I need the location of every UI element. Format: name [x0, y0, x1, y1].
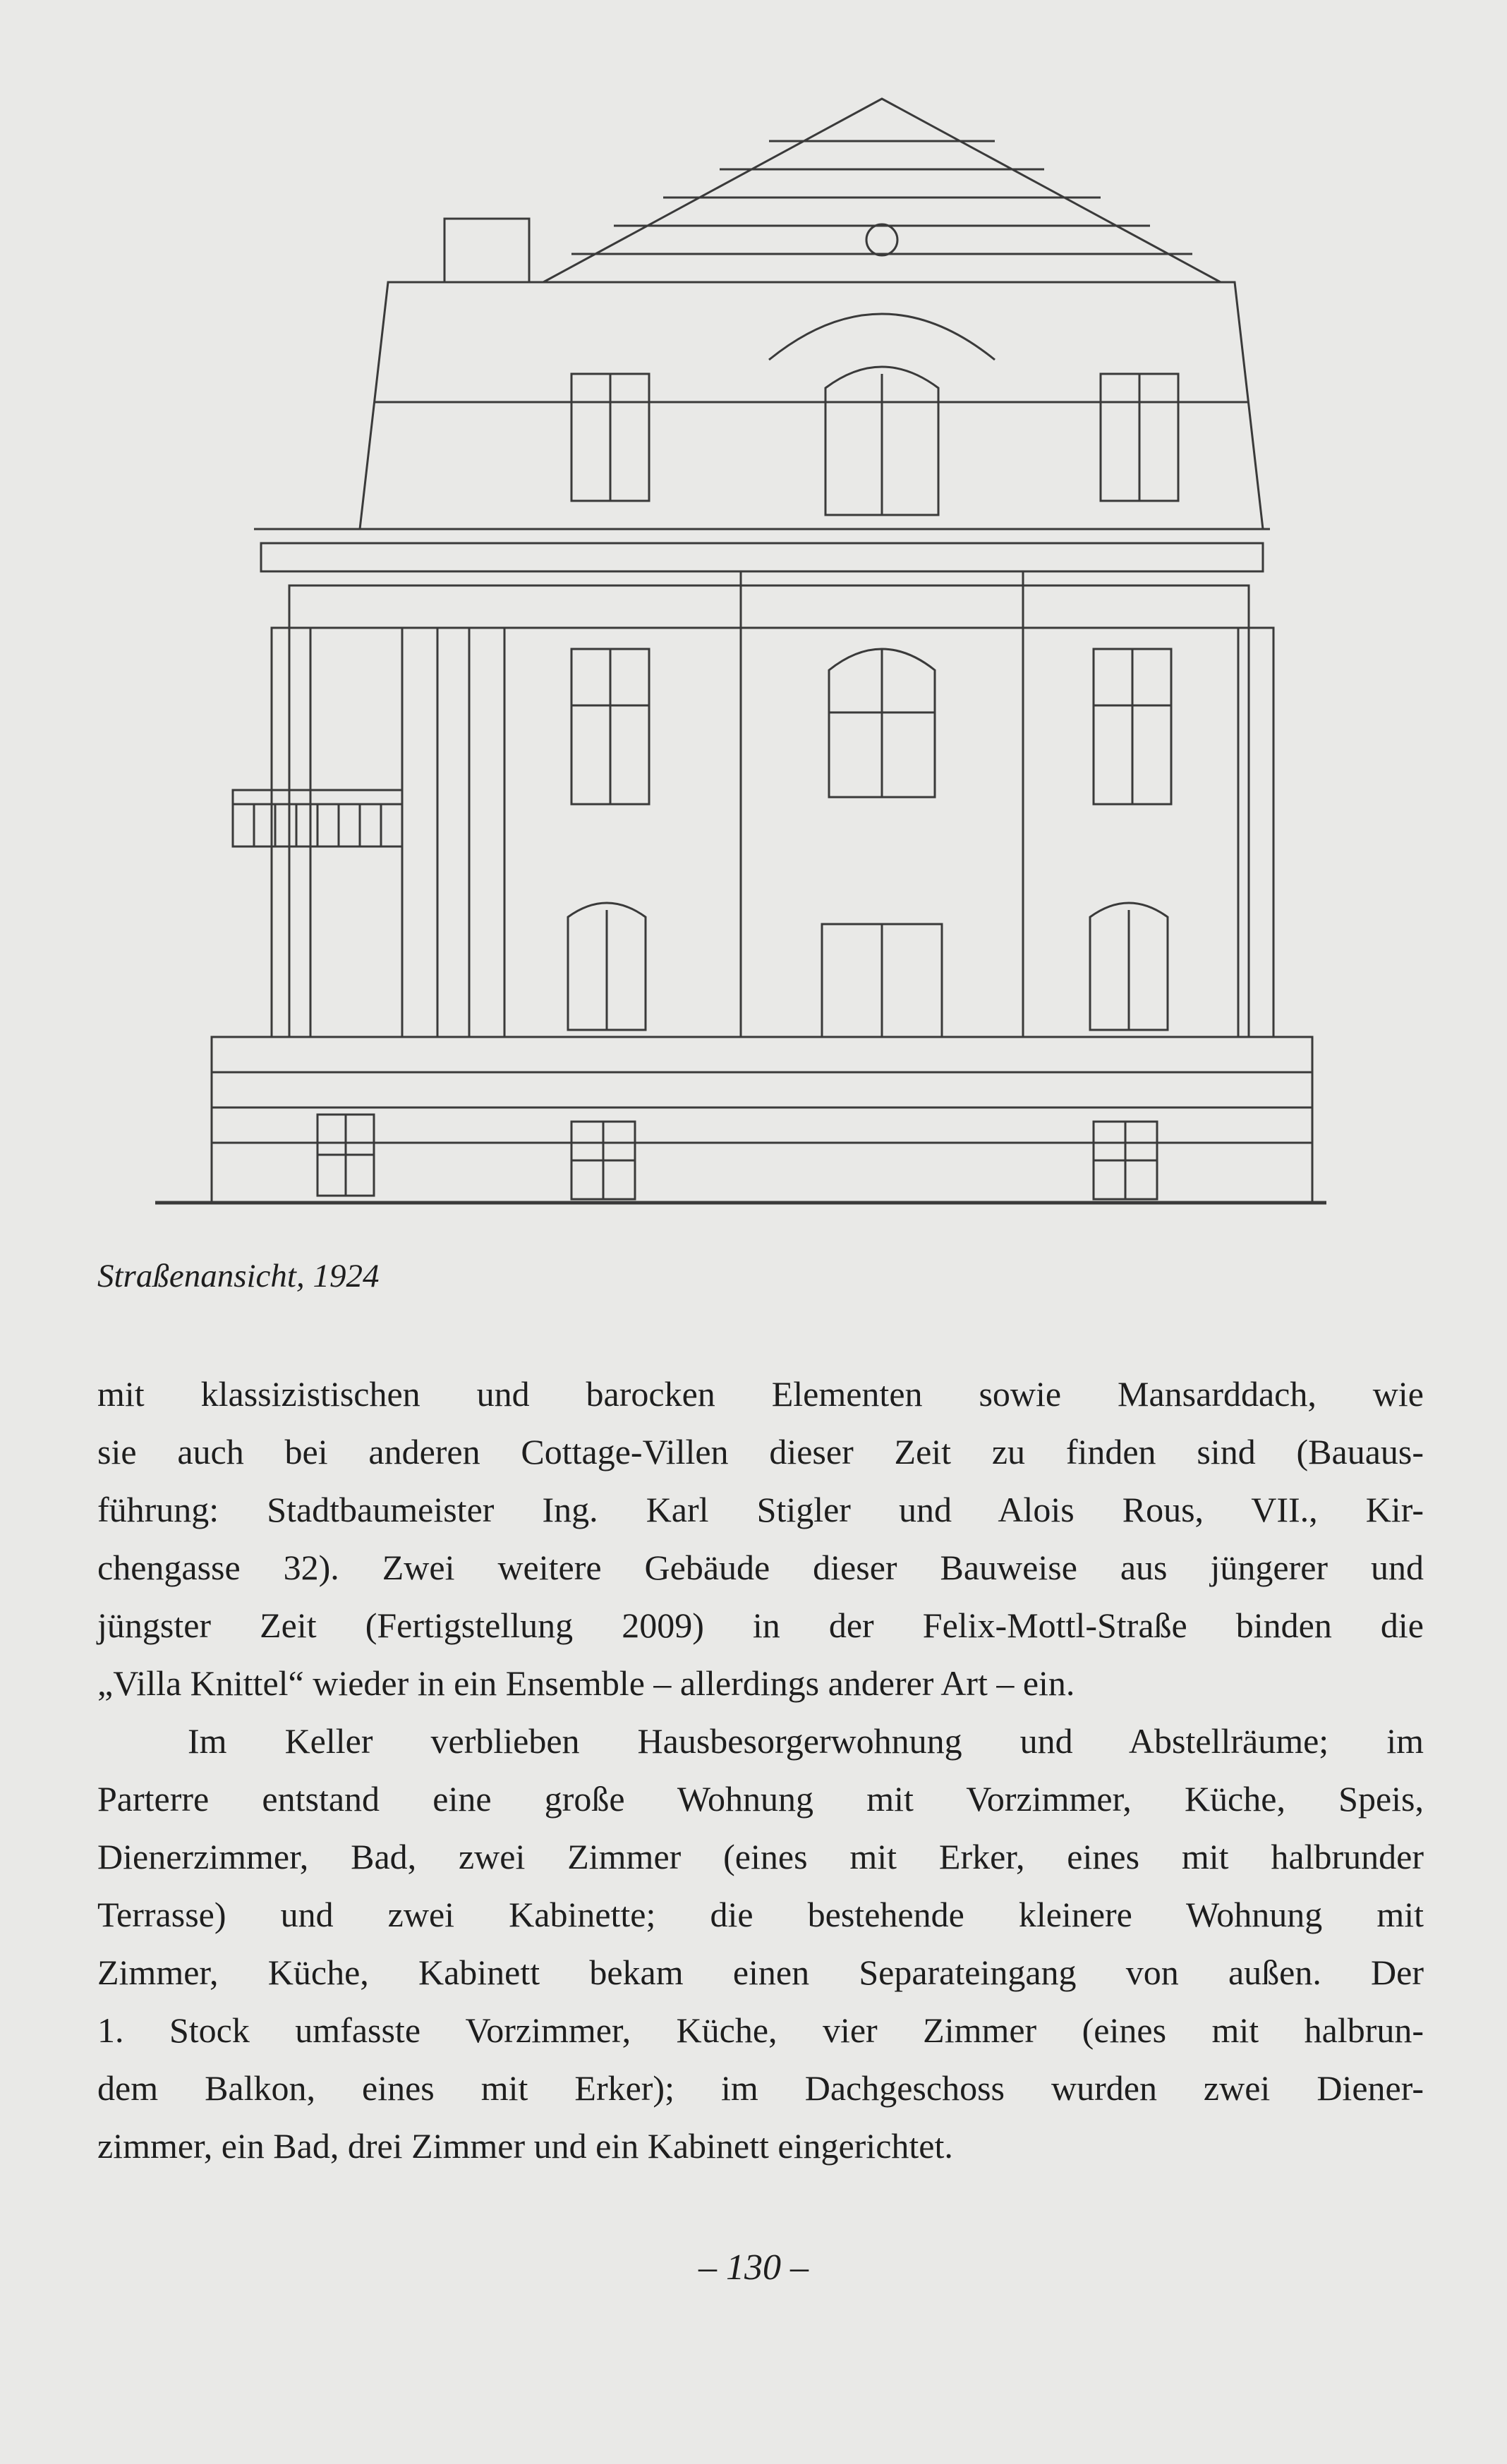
text-line: Zimmer, Küche, Kabinett bekam einen Separateingang von außen. Der — [97, 1953, 1424, 1992]
text-line: Parterre entstand eine große Wohnung mit Vorzimmer, Küche, Speis, — [97, 1779, 1424, 1819]
text-line: jüngster Zeit (Fertigstellung 2009) in der Felix-Mottl-Straße binden die — [97, 1606, 1424, 1645]
text-line: mit klassizistischen und barocken Elementen sowie Mansarddach, wie — [97, 1374, 1424, 1414]
text-line: chengasse 32). Zwei weitere Gebäude dieser Bauweise aus jüngerer und — [97, 1548, 1424, 1587]
facade-elevation-drawing — [148, 92, 1333, 1213]
text-line: führung: Stadtbaumeister Ing. Karl Stigler und Alois Rous, VII., Kir- — [97, 1490, 1424, 1529]
paragraph — [97, 1365, 1424, 1712]
text-line: Terrasse) und zwei Kabinette; die bestehende kleinere Wohnung mit — [97, 1895, 1424, 1934]
figure-caption: Straßenansicht, 1924 — [97, 1258, 380, 1294]
page-number: – 130 – — [698, 2247, 809, 2288]
text-line: sie auch bei anderen Cottage-Villen dieser Zeit zu finden sind (Bauaus- — [97, 1432, 1424, 1471]
text-line: 1. Stock umfasste Vorzimmer, Küche, vier Zimmer (eines mit halbrun- — [97, 2010, 1424, 2050]
paragraph — [97, 1712, 1424, 2175]
text-line: Dienerzimmer, Bad, zwei Zimmer (eines mit Erker, eines mit halbrunder — [97, 1837, 1424, 1876]
text-line: „Villa Knittel“ wieder in ein Ensemble – allerdings anderer Art – ein. — [97, 1663, 1075, 1703]
text-line: dem Balkon, eines mit Erker); im Dachgeschoss wurden zwei Diener- — [97, 2068, 1424, 2108]
text-line: zimmer, ein Bad, drei Zimmer und ein Kabinett eingerichtet. — [97, 2126, 953, 2166]
body-text — [97, 1365, 1424, 2175]
text-line: Im Keller verblieben Hausbesorgerwohnung und Abstellräume; im — [188, 1721, 1424, 1761]
